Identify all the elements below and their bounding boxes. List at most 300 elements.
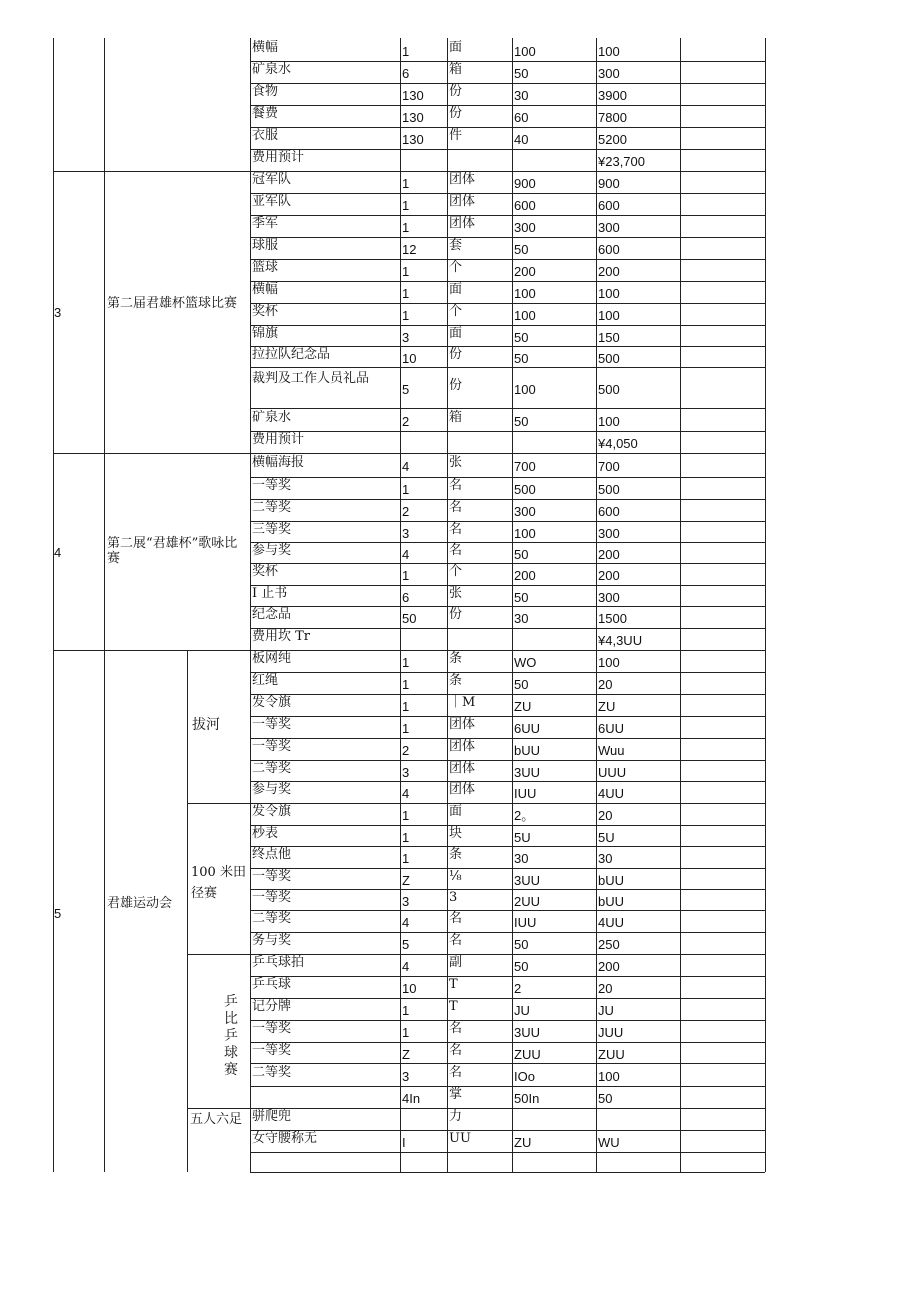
row-item: 一等奖 xyxy=(252,1021,292,1036)
row-unit: 张 xyxy=(449,586,463,601)
group-number-3: 3 xyxy=(54,305,62,320)
subgroup-pingpong: 乒比乒球赛 xyxy=(224,994,238,1078)
row-unit: 名 xyxy=(449,1021,463,1036)
row-total-budget: ¥4,050 xyxy=(598,436,638,451)
row-price: 600 xyxy=(514,198,536,213)
grid-hline xyxy=(250,408,765,409)
row-price: 50 xyxy=(514,959,529,974)
grid-vline xyxy=(53,38,54,1172)
row-item: 一等奖 xyxy=(252,717,292,732)
row-price: ZUU xyxy=(514,1047,541,1062)
grid-hline xyxy=(250,846,765,847)
row-total: 300 xyxy=(598,526,620,541)
row-total: 100 xyxy=(598,308,620,323)
grid-hline xyxy=(250,1172,765,1173)
row-total: 100 xyxy=(598,655,620,670)
row-qty: 1 xyxy=(402,220,410,235)
row-price: 50In xyxy=(514,1091,540,1106)
row-item: 红绳 xyxy=(252,673,279,688)
grid-hline xyxy=(250,694,765,695)
row-item: 裁判及工作人员礼品 xyxy=(252,371,370,386)
row-total: 150 xyxy=(598,330,620,345)
grid-hline xyxy=(250,760,765,761)
row-total: 500 xyxy=(598,382,620,397)
grid-hline xyxy=(250,477,765,478)
row-unit: T xyxy=(449,999,458,1014)
row-total: 100 xyxy=(598,1069,620,1084)
row-qty: 1 xyxy=(402,851,410,866)
row-item: 锦旗 xyxy=(252,326,279,341)
row-item: 季军 xyxy=(252,216,279,231)
row-item: 发令旗 xyxy=(252,804,292,819)
row-item: 务与奖 xyxy=(252,933,292,948)
row-item: 拉拉队纪念品 xyxy=(252,347,331,362)
subgroup-tug-of-war: 拔河 xyxy=(192,717,220,733)
grid-vline xyxy=(104,38,105,1172)
row-item: 乒乓球 xyxy=(252,977,292,992)
subgroup-100m: 100 米田径赛 xyxy=(191,865,246,901)
row-price: 3UU xyxy=(514,1025,541,1040)
row-total: 500 xyxy=(598,351,620,366)
row-qty: 3 xyxy=(402,526,410,541)
row-unit: 份 xyxy=(449,347,463,362)
row-unit: 面 xyxy=(449,804,463,819)
row-total: 50 xyxy=(598,1091,613,1106)
row-price: 50 xyxy=(514,547,529,562)
grid-hline xyxy=(250,215,765,216)
grid-hline xyxy=(53,171,765,172)
row-total: UUU xyxy=(598,765,627,780)
row-price: 100 xyxy=(514,526,536,541)
row-item: 横幅海报 xyxy=(252,455,305,470)
grid-hline xyxy=(250,606,765,607)
row-item: 一等奖 xyxy=(252,739,292,754)
row-total: JU xyxy=(598,1003,614,1018)
row-total: 600 xyxy=(598,504,620,519)
row-total: ZU xyxy=(598,699,616,714)
row-item: 球服 xyxy=(252,238,279,253)
row-price: ZU xyxy=(514,1135,532,1150)
row-total: 600 xyxy=(598,198,620,213)
row-unit: 名 xyxy=(449,543,463,558)
grid-hline xyxy=(250,303,765,304)
grid-hline xyxy=(53,453,765,454)
row-unit: 团体 xyxy=(449,761,476,776)
row-qty: 2 xyxy=(402,414,410,429)
row-total: 250 xyxy=(598,937,620,952)
row-unit: 名 xyxy=(449,500,463,515)
row-unit: 条 xyxy=(449,651,463,666)
row-unit: ⅛ xyxy=(449,869,462,884)
row-unit: 个 xyxy=(449,564,463,579)
grid-vline xyxy=(765,38,766,1172)
grid-vline xyxy=(596,38,597,1172)
grid-hline xyxy=(250,628,765,629)
row-qty: 12 xyxy=(402,242,417,257)
row-price: 100 xyxy=(514,308,536,323)
row-price: 5U xyxy=(514,830,531,845)
row-item: 二等奖 xyxy=(252,911,292,926)
row-unit: 名 xyxy=(449,911,463,926)
grid-hline xyxy=(250,1086,765,1087)
row-item: 奖杯 xyxy=(252,564,279,579)
grid-hline xyxy=(250,781,765,782)
row-item: 食物 xyxy=(252,84,279,99)
row-qty: 2 xyxy=(402,743,410,758)
row-qty: 2 xyxy=(402,504,410,519)
row-qty: 1 xyxy=(402,198,410,213)
row-qty: 6 xyxy=(402,66,410,81)
row-price: 2UU xyxy=(514,894,541,909)
row-total: 20 xyxy=(598,981,613,996)
row-qty: 1 xyxy=(402,176,410,191)
grid-hline xyxy=(250,499,765,500)
row-total: Wuu xyxy=(598,743,625,758)
row-item: 杪表 xyxy=(252,826,279,841)
row-qty: 4In xyxy=(402,1091,421,1106)
row-total: 4UU xyxy=(598,786,625,801)
grid-hline xyxy=(250,738,765,739)
row-price: 2 xyxy=(514,981,522,996)
row-unit: 份 xyxy=(449,84,463,99)
row-qty: 5 xyxy=(402,382,410,397)
row-price: 50 xyxy=(514,330,529,345)
row-unit: T xyxy=(449,977,458,992)
row-item: 发令旗 xyxy=(252,695,292,710)
row-total: 5U xyxy=(598,830,615,845)
row-total: 5200 xyxy=(598,132,627,147)
row-item: 女守腰称无 xyxy=(252,1131,318,1146)
row-item: 板网纯 xyxy=(252,651,292,666)
row-price: 50 xyxy=(514,590,529,605)
row-item: 三等奖 xyxy=(252,522,292,537)
grid-hline xyxy=(250,105,765,106)
row-qty: 1 xyxy=(402,655,410,670)
grid-hline xyxy=(250,672,765,673)
row-qty: 4 xyxy=(402,959,410,974)
grid-hline xyxy=(250,149,765,150)
grid-hline xyxy=(250,1063,765,1064)
row-total: 600 xyxy=(598,242,620,257)
row-qty: 50 xyxy=(402,611,417,626)
row-item: 二等奖 xyxy=(252,500,292,515)
row-unit: 3 xyxy=(449,890,458,905)
row-unit: 团体 xyxy=(449,216,476,231)
row-unit: 份 xyxy=(449,378,463,393)
row-total: 1500 xyxy=(598,611,627,626)
row-qty: I xyxy=(402,1135,406,1150)
row-item: 费用预计 xyxy=(252,150,305,165)
grid-hline xyxy=(53,650,765,651)
row-qty: 1 xyxy=(402,482,410,497)
row-unit: ｜M xyxy=(449,695,476,710)
row-qty: 1 xyxy=(402,808,410,823)
row-price: 6UU xyxy=(514,721,541,736)
row-item: 奖杯 xyxy=(252,304,279,319)
row-qty: 1 xyxy=(402,1025,410,1040)
row-qty: 4 xyxy=(402,786,410,801)
row-unit: 团体 xyxy=(449,782,476,797)
row-item: 餐费 xyxy=(252,106,279,121)
row-qty: 1 xyxy=(402,44,410,59)
row-price: 50 xyxy=(514,242,529,257)
row-price: 100 xyxy=(514,382,536,397)
row-item: 费用坎 Tr xyxy=(252,629,311,644)
row-price: 300 xyxy=(514,504,536,519)
row-unit: 件 xyxy=(449,128,463,143)
row-item: 横幅 xyxy=(252,282,279,297)
row-qty: 5 xyxy=(402,937,410,952)
row-unit: UU xyxy=(449,1131,471,1146)
row-total: 100 xyxy=(598,414,620,429)
row-qty: 6 xyxy=(402,590,410,605)
row-item: 矿泉水 xyxy=(252,410,292,425)
row-unit: 名 xyxy=(449,478,463,493)
row-item: 矿泉水 xyxy=(252,62,292,77)
row-total: WU xyxy=(598,1135,620,1150)
row-unit: 面 xyxy=(449,40,463,55)
grid-hline xyxy=(250,237,765,238)
row-qty: 4 xyxy=(402,915,410,930)
row-unit: 面 xyxy=(449,326,463,341)
subgroup-five-people: 五人六足 xyxy=(190,1112,243,1127)
row-total: bUU xyxy=(598,873,625,888)
grid-hline xyxy=(250,998,765,999)
group-number-5: 5 xyxy=(54,906,62,921)
row-unit: 条 xyxy=(449,673,463,688)
row-price: IUU xyxy=(514,786,537,801)
row-price: 3UU xyxy=(514,765,541,780)
row-total-budget: ¥4,3UU xyxy=(598,633,643,648)
row-item: 骈爬兜 xyxy=(252,1109,292,1124)
row-qty: 10 xyxy=(402,981,417,996)
row-price: 60 xyxy=(514,110,529,125)
row-qty: 3 xyxy=(402,765,410,780)
grid-hline xyxy=(250,716,765,717)
row-price: WO xyxy=(514,655,537,670)
row-item: 参与奖 xyxy=(252,782,292,797)
row-unit: 面 xyxy=(449,282,463,297)
row-unit: 箱 xyxy=(449,410,463,425)
row-total: 100 xyxy=(598,286,620,301)
row-unit: 条 xyxy=(449,847,463,862)
row-unit: 团体 xyxy=(449,194,476,209)
row-total: bUU xyxy=(598,894,625,909)
row-unit: 团体 xyxy=(449,172,476,187)
row-qty: 1 xyxy=(402,699,410,714)
group-number-4: 4 xyxy=(54,545,62,560)
row-item: 参与奖 xyxy=(252,543,292,558)
row-qty: 1 xyxy=(402,308,410,323)
row-qty: 4 xyxy=(402,547,410,562)
row-unit: 名 xyxy=(449,933,463,948)
grid-hline xyxy=(250,932,765,933)
row-total: 6UU xyxy=(598,721,625,736)
row-price: 100 xyxy=(514,44,536,59)
grid-hline xyxy=(250,259,765,260)
row-qty: 1 xyxy=(402,830,410,845)
grid-hline xyxy=(250,431,765,432)
row-item: 二等奖 xyxy=(252,1065,292,1080)
row-unit: 副 xyxy=(449,955,463,970)
row-unit: 箱 xyxy=(449,62,463,77)
row-total: 200 xyxy=(598,547,620,562)
row-item: 一等奖 xyxy=(252,869,292,884)
row-total: 300 xyxy=(598,590,620,605)
row-qty: 1 xyxy=(402,677,410,692)
row-price: 50 xyxy=(514,937,529,952)
row-item: 篮球 xyxy=(252,260,279,275)
row-item: 终点他 xyxy=(252,847,292,862)
row-total: 200 xyxy=(598,568,620,583)
grid-hline xyxy=(250,325,765,326)
row-unit: 名 xyxy=(449,1065,463,1080)
grid-vline xyxy=(250,38,251,1172)
row-unit: 团体 xyxy=(449,717,476,732)
row-item: 一等奖 xyxy=(252,478,292,493)
group-name-singing: 第二展“君雄杯”歌咏比赛 xyxy=(107,536,238,566)
row-qty: 130 xyxy=(402,110,424,125)
row-total: 500 xyxy=(598,482,620,497)
row-qty: 130 xyxy=(402,132,424,147)
row-price: JU xyxy=(514,1003,530,1018)
grid-vline xyxy=(512,38,513,1172)
row-price: 900 xyxy=(514,176,536,191)
row-price: 200 xyxy=(514,264,536,279)
row-price: 100 xyxy=(514,286,536,301)
row-price: 3UU xyxy=(514,873,541,888)
row-qty: 130 xyxy=(402,88,424,103)
row-item: 冠军队 xyxy=(252,172,292,187)
row-unit: 名 xyxy=(449,1043,463,1058)
grid-hline xyxy=(250,868,765,869)
row-price: 200 xyxy=(514,568,536,583)
row-total: 900 xyxy=(598,176,620,191)
row-item: 一等奖 xyxy=(252,890,292,905)
row-price: 30 xyxy=(514,851,529,866)
row-unit: 个 xyxy=(449,304,463,319)
row-price: 2。 xyxy=(514,808,535,823)
row-qty: 1 xyxy=(402,568,410,583)
grid-hline xyxy=(250,83,765,84)
row-qty: Z xyxy=(402,1047,410,1062)
grid-hline xyxy=(250,585,765,586)
row-unit: 张 xyxy=(449,455,463,470)
grid-vline xyxy=(680,38,681,1172)
grid-hline xyxy=(250,1130,765,1131)
row-unit: 块 xyxy=(449,826,463,841)
group-name-sports-meet: 君雄运动会 xyxy=(107,896,173,911)
grid-hline xyxy=(250,563,765,564)
row-total: 300 xyxy=(598,220,620,235)
row-unit: 份 xyxy=(449,607,463,622)
row-qty: Z xyxy=(402,873,410,888)
grid-vline xyxy=(400,38,401,1172)
row-price: 50 xyxy=(514,66,529,81)
row-qty: 1 xyxy=(402,1003,410,1018)
row-unit: 名 xyxy=(449,522,463,537)
row-qty: 1 xyxy=(402,264,410,279)
row-total: 30 xyxy=(598,851,613,866)
row-item: 纪念品 xyxy=(252,607,292,622)
row-total: 200 xyxy=(598,959,620,974)
row-price: 50 xyxy=(514,414,529,429)
grid-hline xyxy=(250,1020,765,1021)
row-total: JUU xyxy=(598,1025,624,1040)
grid-hline xyxy=(250,1152,765,1153)
row-total-budget: ¥23,700 xyxy=(598,154,645,169)
grid-hline xyxy=(250,281,765,282)
row-item: 亚军队 xyxy=(252,194,292,209)
row-unit: 个 xyxy=(449,260,463,275)
row-total: 3900 xyxy=(598,88,627,103)
row-total: 4UU xyxy=(598,915,625,930)
row-item: I 止书 xyxy=(252,586,288,601)
row-unit: 套 xyxy=(449,238,463,253)
row-price: 30 xyxy=(514,611,529,626)
grid-hline xyxy=(250,367,765,368)
grid-hline xyxy=(250,521,765,522)
row-unit: 力 xyxy=(449,1109,463,1124)
row-total: 20 xyxy=(598,808,613,823)
row-price: 30 xyxy=(514,88,529,103)
row-unit: 份 xyxy=(449,106,463,121)
row-item: 费用预计 xyxy=(252,432,305,447)
row-price: bUU xyxy=(514,743,541,758)
row-total: 100 xyxy=(598,44,620,59)
row-unit: 团体 xyxy=(449,739,476,754)
grid-hline xyxy=(250,825,765,826)
row-price: 50 xyxy=(514,351,529,366)
row-total: 300 xyxy=(598,66,620,81)
grid-hline xyxy=(250,127,765,128)
grid-hline xyxy=(250,910,765,911)
grid-hline xyxy=(250,542,765,543)
row-item: 乒乓球拍 xyxy=(252,955,305,970)
row-qty: 3 xyxy=(402,1069,410,1084)
row-item: 一等奖 xyxy=(252,1043,292,1058)
grid-vline xyxy=(447,38,448,1172)
grid-hline xyxy=(250,1042,765,1043)
row-item: 衣服 xyxy=(252,128,279,143)
row-item: 横幅 xyxy=(252,40,279,55)
row-price: 50 xyxy=(514,677,529,692)
row-qty: 10 xyxy=(402,351,417,366)
row-unit: 掌 xyxy=(449,1087,463,1102)
row-qty: 3 xyxy=(402,330,410,345)
row-qty: 1 xyxy=(402,721,410,736)
group-name-basketball: 第二届君雄杯篮球比赛 xyxy=(107,296,238,311)
row-total: 7800 xyxy=(598,110,627,125)
grid-hline xyxy=(250,889,765,890)
grid-hline xyxy=(250,61,765,62)
row-price: 300 xyxy=(514,220,536,235)
row-price: 40 xyxy=(514,132,529,147)
row-item: 记分牌 xyxy=(252,999,292,1014)
grid-vline xyxy=(187,650,188,1172)
grid-hline xyxy=(250,193,765,194)
row-total: 700 xyxy=(598,459,620,474)
row-price: ZU xyxy=(514,699,532,714)
grid-hline xyxy=(250,976,765,977)
row-item: 二等奖 xyxy=(252,761,292,776)
row-total: 200 xyxy=(598,264,620,279)
row-total: ZUU xyxy=(598,1047,625,1062)
row-total: 20 xyxy=(598,677,613,692)
row-qty: 4 xyxy=(402,459,410,474)
row-price: IOo xyxy=(514,1069,535,1084)
row-price: 700 xyxy=(514,459,536,474)
